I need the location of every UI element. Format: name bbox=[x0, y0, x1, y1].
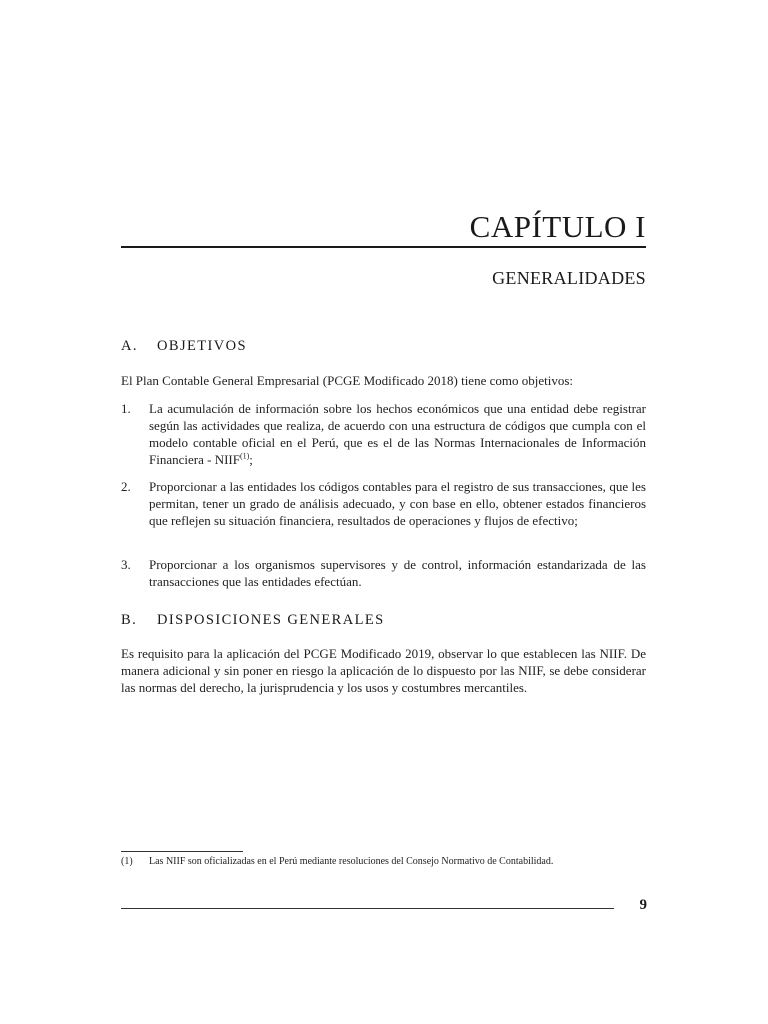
general-provisions-paragraph: Es requisito para la aplicación del PCGE Modificado 2019, observar lo que establecen las NIIF. De manera adicional y sin poner en riesgo la aplicación de lo dispuesto por las NIIF, se debe considerar las normas del derecho, la jurisprudencia y los usos y costumbres mercantiles. bbox=[121, 646, 646, 695]
objectives-intro: El Plan Contable General Empresarial (PCGE Modificado 2018) tiene como objetivos: bbox=[121, 373, 574, 388]
section-b-heading bbox=[121, 611, 385, 629]
objective-item-text: Proporcionar a las entidades los códigos contables para el registro de sus transacciones, que les permitan, tener un grado de análisis adecuado, y con base en ello, obtener estados financieros que reflejen su situación financiera, resultados de operaciones y flujos de efectivo; bbox=[149, 479, 646, 528]
footnote-text: Las NIIF son oficializadas en el Perú mediante resoluciones del Consejo Normativo de Contabilidad. bbox=[149, 856, 554, 867]
chapter-subtitle: GENERALIDADES bbox=[492, 268, 646, 288]
objective-item-number: 1. bbox=[121, 401, 131, 416]
section-b-letter: B. bbox=[121, 612, 138, 628]
objective-item-2 bbox=[121, 478, 646, 529]
chapter-title: CAPÍTULO I bbox=[469, 209, 646, 244]
section-a-title: OBJETIVOS bbox=[157, 338, 247, 354]
section-b-title: DISPOSICIONES GENERALES bbox=[157, 612, 385, 628]
objective-item-1-tail: ; bbox=[249, 452, 253, 467]
page-footer-rule bbox=[121, 908, 614, 909]
objective-item-number: 2. bbox=[121, 479, 131, 494]
footnote-rule bbox=[121, 851, 243, 852]
objective-item-3 bbox=[121, 556, 646, 590]
footnote-reference[interactable]: (1) bbox=[239, 451, 250, 461]
section-a-letter: A. bbox=[121, 338, 138, 354]
footnote bbox=[121, 855, 646, 868]
footnote-number: (1) bbox=[121, 856, 133, 867]
objective-item-1 bbox=[121, 400, 646, 468]
objective-item-text bbox=[149, 400, 646, 468]
section-a-heading bbox=[121, 337, 247, 355]
objective-item-1-body: La acumulación de información sobre los hechos económicos que una entidad debe registrar según las actividades que realiza, de acuerdo con una estructura de códigos que cumpla con el modelo contable oficial en el Perú, que es el de las Normas Internacionales de Información Financiera - NIIF bbox=[149, 401, 646, 467]
objective-item-number: 3. bbox=[121, 557, 131, 572]
chapter-title-rule bbox=[121, 246, 646, 248]
objective-item-text: Proporcionar a los organismos supervisores y de control, información estandarizada de las transacciones que las entidades efectúan. bbox=[149, 557, 646, 589]
page-number: 9 bbox=[639, 897, 647, 913]
